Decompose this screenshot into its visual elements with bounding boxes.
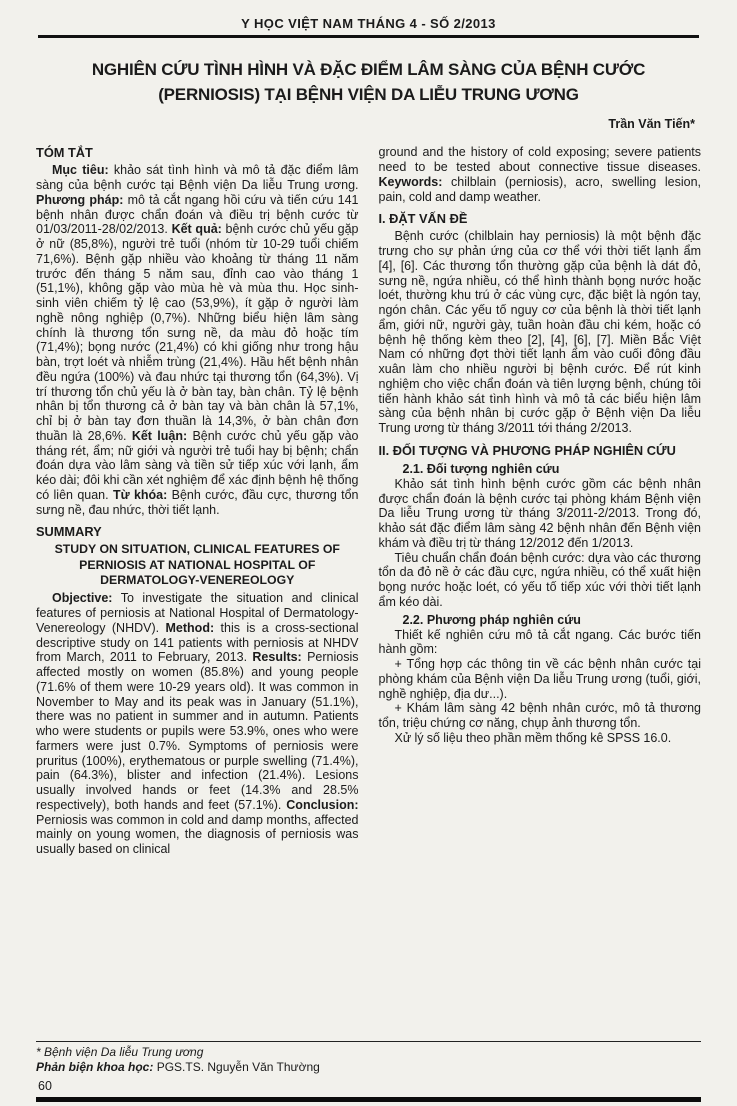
text-segment: ground and the history of cold exposing; severe patients need to be tested about connective tissue diseases. bbox=[378, 145, 701, 175]
journal-title: Y HỌC VIỆT NAM THÁNG 4 - SỐ 2/2013 bbox=[241, 16, 496, 31]
footnote-reviewer bbox=[36, 1060, 701, 1076]
text-segment: bệnh cước chủ yếu gặp ở nữ (85,8%), người trẻ tuổi (nhóm từ 10-29 tuổi chiếm 71,6%). Bệnh gặp nhiều vào khoảng từ tháng 11 năm trước đến tháng 5 năm sau, đỉnh cao vào tháng 1 (51,1%), không gặp vào mùa hè và mùa thu. Học sinh-sinh viên chiếm tỷ lệ cao (53,9%), ít gặp ở người làm nghề nông nghiệp (0,7%). Những biểu hiện lâm sàng chính là thương tổn sưng nề, da màu đỏ hoặc tím (71,4%); bọng nước (21,4%) có khi giống như trong hậu bàn, trợt loét và nhiễm trùng (21,4%). Hầu hết bệnh nhân đều ngứa (100%) và đau nhức tại thương tổn (64,3%). Vị trí thương tổn chủ yếu là ở bàn tay, bàn chân. Tỷ lệ bệnh nhân bị tổn thương cả ở bàn tay và bàn chân là 57,1%, chỉ bị ở bàn tay đơn thuần là 14,3%, ở bàn chân đơn thuần là 28,6%. bbox=[36, 222, 359, 443]
subsection-2-1-heading: 2.1. Đối tượng nghiên cứu bbox=[402, 461, 560, 476]
article-title-line1: NGHIÊN CỨU TÌNH HÌNH VÀ ĐẶC ĐIỂM LÂM SÀNG CỦA BỆNH CƯỚC bbox=[91, 60, 646, 79]
header-rule bbox=[38, 35, 699, 38]
section-1-paragraph: Bệnh cước (chilblain hay perniosis) là một bệnh đặc trưng cho sự phản ứng của cơ thể với thời tiết lạnh ẩm [4], [6]. Các thương tổn thường gặp của bệnh là dát đỏ, sưng nề, ngứa nhiều, có thể hình thành bọng nước hoặc loét, thường khu trú ở các vùng cực, đặc biệt là ngón tay, ngón chân. Các yếu tố nguy cơ của bệnh là thời tiết lạnh ẩm, giới nữ, người gày, tuần hoàn đầu chi kém, hoặc có bệnh hệ thống kèm theo [2], [4], [6], [7]. Miền Bắc Việt Nam có những đợt thời tiết lạnh ẩm vào cuối đông đầu xuân làm cho nhiều người bị bệnh cước. Để rút kinh nghiệm cho việc chẩn đoán và tiên lượng bệnh, chúng tôi tiến hành khảo sát tình hình và mô tả các biểu hiện lâm sàng của bệnh nhân bị cước gặp ở Bệnh viện Da liễu Trung ương từ tháng 3/2011 tới tháng 2/2013. bbox=[378, 229, 701, 436]
section-2-heading: II. ĐỐI TƯỢNG VÀ PHƯƠNG PHÁP NGHIÊN CỨU bbox=[378, 442, 676, 458]
footnote-affiliation bbox=[36, 1045, 701, 1061]
bottom-rule bbox=[36, 1097, 701, 1102]
reviewer-label: Phản biện khoa học: bbox=[36, 1060, 154, 1075]
text-segment: Keywords: bbox=[378, 174, 443, 189]
text-segment: mô tả cắt ngang hồi cứu và tiến cứu 141 bệnh nhân được chẩn đoán và điều trị bệnh cước từ 01/03/2011-28/02/2013. bbox=[36, 192, 359, 237]
text-segment: Method: bbox=[165, 620, 215, 635]
subsection-2-2-paragraph-2: + Tổng hợp các thông tin về các bệnh nhân cước tại phòng khám của Bệnh viện Da liễu Trung ương (tuổi, giới, nghề nghiệp, địa dư...). bbox=[378, 657, 701, 701]
text-segment: Kết luận: bbox=[131, 428, 188, 443]
page-footer bbox=[36, 1041, 701, 1102]
text-segment: khảo sát tình hình và mô tả đặc điểm lâm sàng của bệnh cước tại Bệnh viện Da liễu Trung ương. bbox=[36, 163, 359, 193]
subsection-2-2-heading: 2.2. Phương pháp nghiên cứu bbox=[402, 612, 581, 627]
journal-header bbox=[36, 16, 701, 38]
abstract-paragraph bbox=[36, 163, 359, 517]
text-segment: Bệnh cước chủ yếu gặp vào tháng rét, ẩm; nữ giới và người trẻ tuổi hay bị bệnh; chẩn đoán dựa vào lâm sàng và tiền sử tiếp xúc với lạnh, ẩm kéo dài; đôi khi cần xét nghiệm để xác định bệnh hệ thống có liên quan. bbox=[36, 428, 359, 502]
abstract-heading: TÓM TẮT bbox=[36, 145, 93, 161]
text-segment: Conclusion: bbox=[286, 797, 359, 812]
text-segment: Results: bbox=[252, 650, 302, 665]
page-number: 60 bbox=[38, 1079, 52, 1093]
text-segment: Bệnh cước, đầu cực, thương tổn sưng nề, đau nhức, thời tiết lạnh. bbox=[36, 487, 359, 517]
subsection-2-2-paragraph-3: + Khám lâm sàng 42 bệnh nhân cước, mô tả thương tổn, triệu chứng cơ năng, chụp ảnh thương tổn. bbox=[378, 701, 701, 730]
article-title-line2: (PERNIOSIS) TẠI BỆNH VIỆN DA LIỄU TRUNG ƯƠNG bbox=[158, 84, 579, 104]
summary-continuation-paragraph bbox=[379, 145, 702, 204]
summary-heading: SUMMARY bbox=[36, 524, 102, 540]
summary-subtitle: STUDY ON SITUATION, CLINICAL FEATURES OF PERNIOSIS AT NATIONAL HOSPITAL OF DERMATOLOGY-VENEREOLOGY bbox=[54, 542, 340, 587]
left-column bbox=[36, 145, 359, 857]
footnote-affiliation-text: * Bệnh viện Da liễu Trung ương bbox=[36, 1044, 204, 1059]
author-name: Trần Văn Tiến* bbox=[608, 117, 695, 132]
text-segment: To investigate the situation and clinical features of perniosis at National Hospital of Dermatology-Venereology (NHDV). bbox=[36, 591, 359, 635]
two-column-body bbox=[36, 145, 701, 857]
footnote-rule bbox=[36, 1041, 701, 1042]
text-segment: chilblain (perniosis), acro, swelling lesion, pain, cold and damp weather. bbox=[378, 174, 701, 204]
text-segment: this is a cross-sectional descriptive study on 141 patients with perniosis at NHDV from March, 2011 to February, 2013. bbox=[36, 620, 359, 665]
text-segment: Từ khóa: bbox=[112, 487, 168, 502]
subsection-2-2-paragraph-1: Thiết kế nghiên cứu mô tả cắt ngang. Các bước tiến hành gồm: bbox=[378, 627, 701, 657]
subsection-2-1-paragraph-1: Khảo sát tình hình bệnh cước gồm các bệnh nhân được chẩn đoán là bệnh cước tại phòng khám Bệnh viện Da liễu Trung ương từ tháng 3/2011-2/2013. Trong đó, khảo sát đặc điểm lâm sàng 42 bệnh nhân đến Bệnh viện khám và điều trị từ tháng 12/2012 đến 1/2013. bbox=[378, 476, 701, 550]
summary-paragraph bbox=[36, 591, 359, 857]
text-segment: Mục tiêu: bbox=[52, 163, 109, 178]
text-segment: Objective: bbox=[52, 591, 113, 606]
text-segment: Phương pháp: bbox=[36, 192, 124, 207]
text-segment: Perniosis was common in cold and damp months, affected mainly on young women, the diagnosis of perniosis was usually based on clinical bbox=[36, 812, 359, 857]
right-column bbox=[379, 145, 702, 745]
text-segment: Perniosis affected mostly on women (85.8%) and young people (71.6% of them were 10-29 years old). It was common in November to May and its peak was in January (51.1%), there was no patient in summer and in autumn. Patients who were students or pupils were 53.9%, ones who were farmers were just 0.7%. Symptoms of perniosis were pruritus (100%), erythematous or purple swelling (71.4%), pain (64.3%), blister and infection (21.4%). Lesions usually involved hands or feet (14.3% and 28.5% respectively), both hands and feet (57.1%). bbox=[36, 650, 359, 812]
section-1-heading: I. ĐẶT VẤN ĐỀ bbox=[378, 211, 468, 227]
article-title bbox=[36, 58, 701, 107]
subsection-2-2-paragraph-4: Xử lý số liệu theo phần mềm thống kê SPSS 16.0. bbox=[394, 730, 672, 745]
text-segment: Kết quả: bbox=[171, 222, 222, 237]
reviewer-name: PGS.TS. Nguyễn Văn Thường bbox=[156, 1060, 320, 1075]
subsection-2-1-paragraph-2: Tiêu chuẩn chẩn đoán bệnh cước: dựa vào các thương tổn da đỏ nề ở các đầu cực, ngứa nhiều, có thể xuất hiện bọng nước hoặc loét, có yếu tố tiếp xúc với thời tiết lạnh ẩm kéo dài. bbox=[378, 550, 701, 609]
